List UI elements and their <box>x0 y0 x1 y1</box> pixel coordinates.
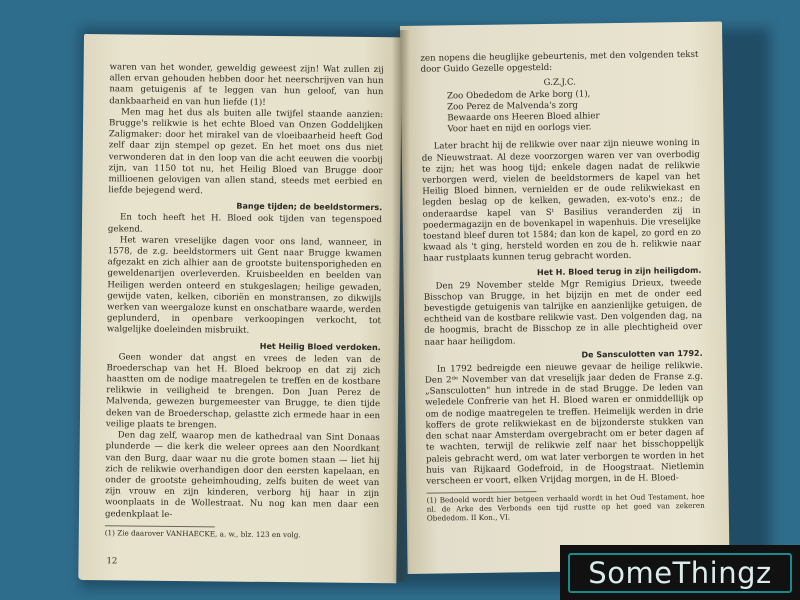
right-page-text <box>420 50 705 544</box>
left-paragraph: Het waren vreselijke dagen voor ons land, wanneer, in 1578, de z.g. beeldstormers uit Gent naar Brugge kwamen afgezakt en zich alhier aan de grootste buitensporigheden en geweldenarijen overleverden. Kruisbeelden en beelden van Heiligen werden onteerd en stukgeslagen; heilige gewaden, gewijde vaten, kelken, ciboriën en monstransen, zo dikwijls werken van weergaloze kunst en onschatbare waarde, werden geplunderd, in openbare verkoopingen verkocht, tot walgelijke doeleinden misbruikt. <box>106 235 382 337</box>
watermark-logo <box>560 545 800 600</box>
poem <box>447 76 700 136</box>
right-paragraph: In 1792 bedreigde een nieuwe gevaar de heilige relikwie. Den 2ᵈᵉ November van dat vreselijk jaar deden de Franse z.g. „Sansculotten" hun intrede in de stad Brugge. De leden van weledele Confrerie van het H. Bloed waren er onmiddellijk op om de nodige maatregelen te treffen. Heimelijk werden in drie koffers de grote relikwiekast en de bijzonderste stukken van den schat naar Amsterdam overgebracht om er beter dagen af te wachten, terwijl de relikwie zelf naar het bisschoppelijk paleis gebracht werd, om wat later verborgen te worden in het huis van Rijkaard Godefroid, in de Hoogstraat. Nietlemin verscheen er voort, elken Vrijdag morgen, in de H. Bloed- <box>424 360 705 487</box>
left-paragraph: waren van het wonder, geweldig geweest zijn! Wat zullen zij allen ervan gehouden hebben door het neerschrijven van hun naam getuigenis af te leggen van hun geloof, van hun dankbaarheid en van hun liefde (1)! <box>109 62 384 108</box>
left-page <box>78 34 402 583</box>
book-gutter <box>392 30 410 582</box>
poem-line: Zoo Perez de Malvenda's zorg <box>447 100 579 113</box>
right-paragraph: Den 29 November stelde Mgr Remigius Drieux, tweede Bisschop van Brugge, in het bijzijn en met de onder eed bevestigde getuigenis van talrijke en aanzienlijke getuigen, de echtheid van de kostbare relikwie vast. Den volgenden dag, na de hoogmis, bracht de Bisschop ze in alle plechtigheid over naar haar heiligdom. <box>423 277 703 348</box>
footnote-divider <box>427 491 537 494</box>
left-paragraph: Men mag het dus als buiten alle twijfel staande aanzien: Brugge's relikwie is het echte Bloed van Onzen Goddelijken Zaligmaker: door het mirakel van de vloeibaarheid heeft God zelf daar zijn stempel op gezet. En het moet ons dus niet verwonderen dat in den loop van die acht eeuwen die voorbij zijn, van 1150 tot nu, het Heilig Bloed van Brugge door millioenen gelovigen van allen stand, steeds met eerbied en liefde bejegend werd. <box>108 107 384 197</box>
section-heading: Het Heilig Bloed verdoken. <box>259 341 381 352</box>
poem-line: Voor haet en nijd en oorlogs vier. <box>447 122 592 135</box>
watermark-frame <box>568 553 792 593</box>
right-paragraph: Later bracht hij de relikwie over naar zijn nieuwe woning in de Nieuwstraat. Al deze voorzorgen waren ver van overbodig te zijn; het was hoog tijd; enkele dagen nadat de relikwie verborgen werd, vielen de beeldstormers de kapel van het Heilig Bloed binnen, vernielden er de oude relikwiekast en legden beslag op de kelken, gewaden, ex-voto's enz.; de onderaardse kapel van Sᵗ Basilius veranderden zij in poedermagazijn en de bovenkapel in wapenhuis. Die vreselijke toestand bleef duren tot 1584; dan kon de kapel, zo gord en zo kwaad als 't ging, hersteld worden en zou de h. relikwie naar haar rustplaats kunnen terug gebracht worden. <box>421 138 702 265</box>
poem-line: Bewaarde ons Heeren Bloed alhier <box>447 111 600 124</box>
page-number: 12 <box>106 556 118 567</box>
left-paragraph: Den dag zelf, waarop men de kathedraal van Sint Donaas plunderde — die kerk die weleer oprees aan den Noordkant van den Burg, daar waar nu die grote bomen staan — liet hij zich de relikwie overhandigen door den eersten kapelaan, en onder de grootste geheimhouding, zelfs buiten de weet van zijn vrouw en zijn kinderen, verborg hij haar in zijn woonplaats in de Wollestraat. Nu nog kan men daar een gedenkplaat le- <box>104 430 380 520</box>
watermark-text: SomeThingz <box>588 555 772 590</box>
poem-line: Zoo Obededom de Arke borg (1), <box>446 88 591 101</box>
left-paragraph: Geen wonder dat angst en vrees de leden van de Broederschap van het H. Bloed bekroop en dat zij zich haastten om de nodige maatregelen te treffen en de kostbare relikwie in veiligheid te brengen. Don Juan Perez de Malvenda, gewezen burgemeester van Brugge, te dien tijde deken van de Broederschap, gelastte zich ermede haar in een veilige plaats te brengen. <box>105 352 381 431</box>
right-page <box>400 22 730 574</box>
footnote: (1) Zie daarover VANHAECKE, a. w., blz. 123 en volg. <box>104 527 301 540</box>
footnote: (1) Bedoeld wordt hier betgeen verhaald wordt in het Oud Testament, hoe nl. de Arke des Verbonds een tijd rustte op het goed van zekeren Obededom. II Kon., VI. <box>426 491 705 523</box>
poem-title: G.Z.J.C. <box>543 77 577 89</box>
left-paragraph: En toch heeft het H. Bloed ook tijden van tegenspoed gekend. <box>107 212 383 235</box>
footnote-divider <box>105 525 215 527</box>
section-heading: Het H. Bloed terug in zijn heiligdom. <box>536 265 702 277</box>
section-heading: De Sansculotten van 1792. <box>581 348 703 360</box>
section-heading: Bange tijden; de beeldstormers. <box>236 202 383 213</box>
right-paragraph: zen nopens die heuglijke gebeurtenis, met den volgenden tekst door Guido Gezelle opgesteld: <box>420 49 699 75</box>
left-page-text <box>105 62 384 553</box>
